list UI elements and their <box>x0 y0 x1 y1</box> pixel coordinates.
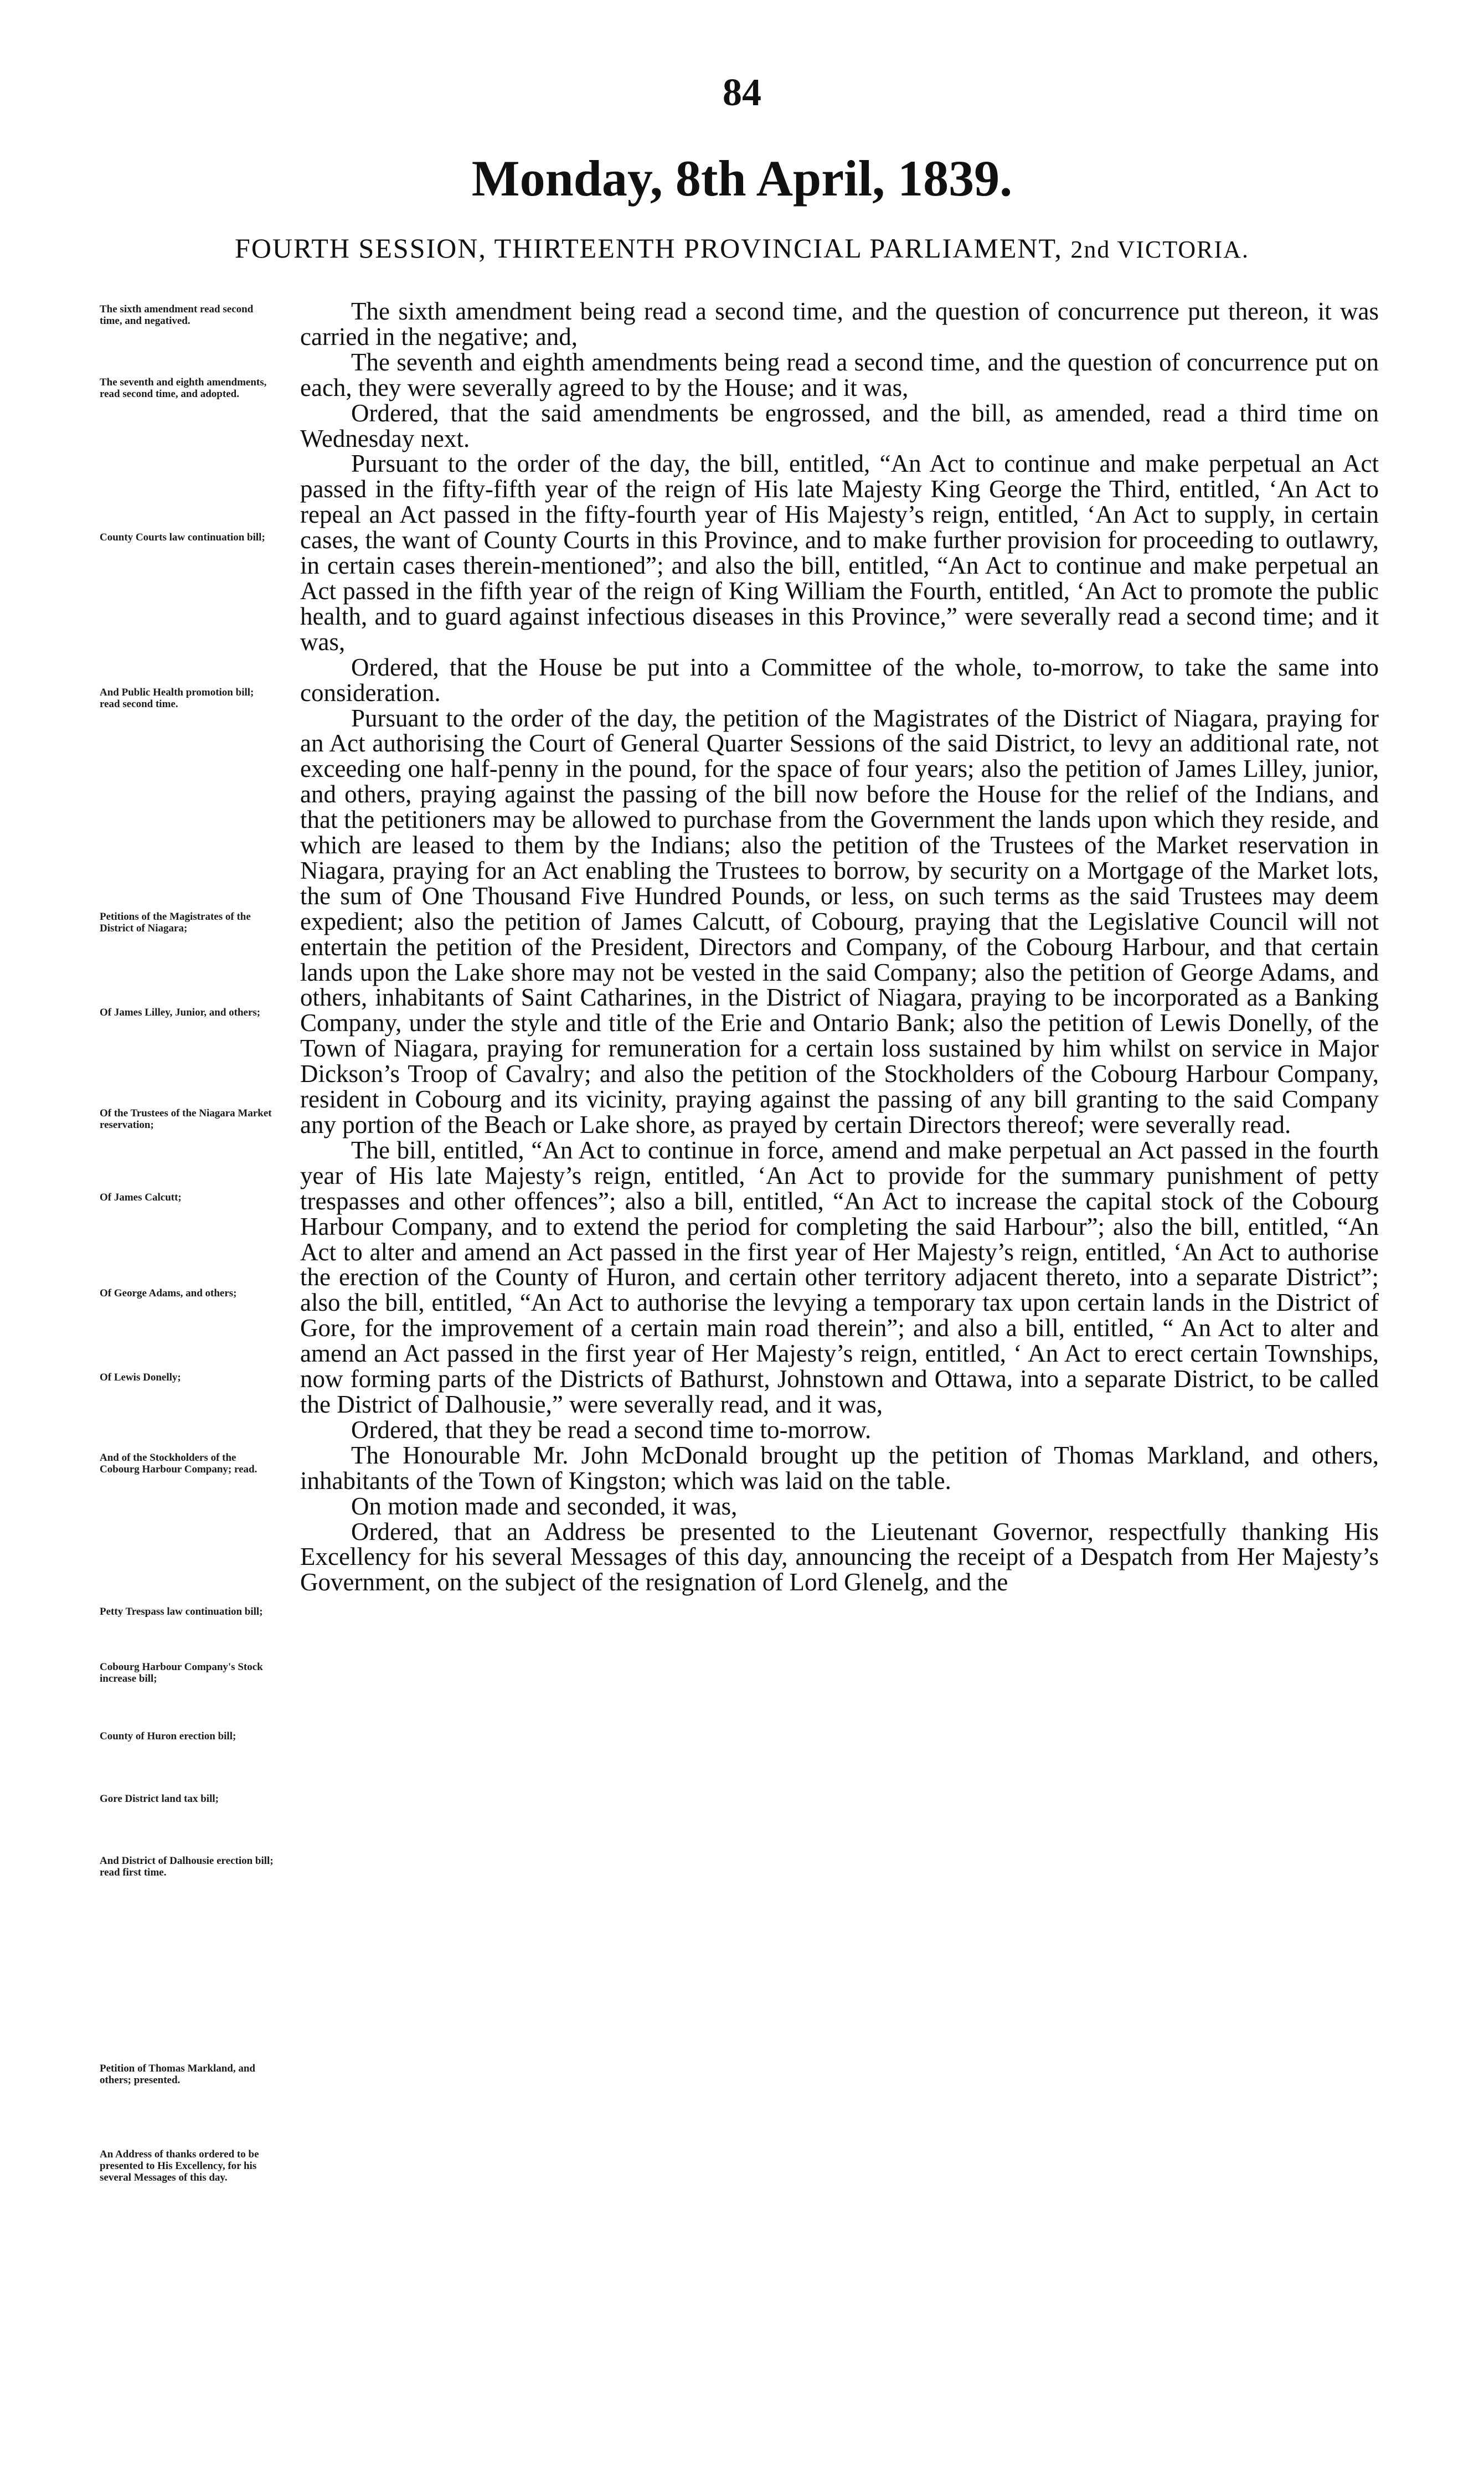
marginal-note: Of James Calcutt; <box>100 1192 182 1203</box>
marginal-note: Petty Trespass law continuation bill; <box>100 1606 263 1617</box>
paragraph: Ordered, that the said amendments be engrossed, and the bill, as amended, read a third time on Wednesday next. <box>300 399 1379 452</box>
session-regnal-year: 2nd VICTORIA. <box>1070 236 1249 263</box>
page-number: 84 <box>723 71 761 114</box>
marginal-note: Cobourg Harbour Company's Stock increase bill; <box>100 1661 263 1684</box>
marginal-note: The seventh and eighth amendments, read second time, and adopted. <box>100 377 267 400</box>
marginal-note: Of the Trustees of the Niagara Market reservation; <box>100 1107 272 1131</box>
marginal-note: Petitions of the Magistrates of the District of Niagara; <box>100 911 251 934</box>
paragraph: Ordered, that they be read a second time to-morrow. <box>351 1415 872 1444</box>
paragraph: The seventh and eighth amendments being read a second time, and the question of concurrence put on each, they were severally agreed to by the House; and it was, <box>300 348 1379 401</box>
paragraph: Pursuant to the order of the day, the bill, entitled, “An Act to continue and make perpetual an Act passed in the fifty-fifth year of the reign of His late Majesty King George the Third, entitled, ‘An Act to repeal an Act passed in the fifty-fourth year of His Majesty’s reign, entitled, ‘An Act to supply, in certain cases, the want of County Courts in this Province, and to make further provision for proceeding to outlawry, in certain cases therein-mentioned”; and also the bill, entitled, “An Act to continue and make perpetual an Act passed in the fifth year of the reign of King William the Fourth, entitled, ‘An Act to promote the public health, and to guard against infectious diseases in this Province,” were severally read a second time; and it was, <box>300 450 1379 656</box>
marginal-note: And of the Stockholders of the Cobourg Harbour Company; read. <box>100 1452 257 1475</box>
marginal-note: Of James Lilley, Junior, and others; <box>100 1007 261 1018</box>
marginal-note: Petition of Thomas Markland, and others; presented. <box>100 2063 255 2086</box>
paragraph: Ordered, that an Address be presented to the Lieutenant Governor, respectfully thanking His Excellency for his several Messages of this day, announcing the receipt of a Despatch from Her Majesty’s Government, on the subject of the resignation of Lord Glenelg, and the <box>300 1517 1379 1596</box>
paragraph: The Honourable Mr. John McDonald brought up the petition of Thomas Markland, and others, inhabitants of the Town of Kingston; which was laid on the table. <box>300 1441 1379 1495</box>
paragraph: Ordered, that the House be put into a Committee of the whole, to-morrow, to take the same into consideration. <box>300 653 1379 707</box>
marginal-note: And Public Health promotion bill; read second time. <box>100 687 254 710</box>
marginal-note: County of Huron erection bill; <box>100 1730 236 1742</box>
paragraph: The sixth amendment being read a second time, and the question of concurrence put thereon, it was carried in the negative; and, <box>300 297 1379 351</box>
marginal-note: The sixth amendment read second time, and negatived. <box>100 303 254 327</box>
date-heading: Monday, 8th April, 1839. <box>471 150 1013 207</box>
marginal-note: County Courts law continuation bill; <box>100 532 265 543</box>
paragraph: The bill, entitled, “An Act to continue in force, amend and make perpetual an Act passed in the fourth year of His late Majesty’s reign, entitled, ‘An Act to provide for the summary punishment of petty trespasses and other offences”; also a bill, entitled, “An Act to increase the capital stock of the Cobourg Harbour Company, and to extend the period for completing the said Harbour”; also the bill, entitled, “An Act to alter and amend an Act passed in the first year of Her Majesty’s reign, entitled, ‘An Act to authorise the erection of the County of Huron, and certain other territory adjacent thereto, into a separate District”; also the bill, entitled, “An Act to authorise the levying a temporary tax upon certain lands in the District of Gore, for the improvement of a certain main road therein”; and also a bill, entitled, “ An Act to alter and amend an Act passed in the first year of Her Majesty’s reign, entitled, ‘ An Act to erect certain Townships, now forming parts of the Districts of Bathurst, Johnstown and Ottawa, into a separate District, to be called the District of Dalhousie,” were severally read, and it was, <box>300 1136 1379 1418</box>
paragraph: On motion made and seconded, it was, <box>351 1492 738 1520</box>
marginal-note: And District of Dalhousie erection bill; read first time. <box>100 1855 274 1878</box>
session-title: FOURTH SESSION, THIRTEENTH PROVINCIAL PARLIAMENT, <box>235 233 1063 264</box>
marginal-note: Of Lewis Donelly; <box>100 1372 181 1383</box>
paragraph: Pursuant to the order of the day, the petition of the Magistrates of the District of Niagara, praying for an Act authorising the Court of General Quarter Sessions of the said District, to levy an additional rate, not exceeding one half-penny in the pound, for the space of four years; also the petition of James Lilley, junior, and others, praying against the passing of the bill now before the House for the relief of the Indians, and that the petitioners may be allowed to purchase from the Government the lands upon which they reside, and which are leased to them by the Indians; also the petition of the Trustees of the Market reservation in Niagara, praying for an Act enabling the Trustees to borrow, by security on a Mortgage of the Market lots, the sum of One Thousand Five Hundred Pounds, or less, on such terms as the said Trustees may deem expedient; also the petition of James Calcutt, of Cobourg, praying that the Legislative Council will not entertain the petition of the President, Directors and Company, of the Cobourg Harbour, and that certain lands upon the Lake shore may not be vested in the said Company; also the petition of George Adams, and others, inhabitants of Saint Catharines, in the District of Niagara, praying to be incorporated as a Banking Company, under the style and title of the Erie and Ontario Bank; also the petition of Lewis Donelly, of the Town of Niagara, praying for remuneration for a certain loss sustained by him whilst on service in Major Dickson’s Troop of Cavalry; and also the petition of the Stockholders of the Cobourg Harbour Company, resident in Cobourg and its vicinity, praying against the passing of any bill granting to the said Company any portion of the Beach or Lake shore, as prayed by certain Directors thereof; were severally read. <box>300 704 1379 1138</box>
marginal-note: Gore District land tax bill; <box>100 1793 219 1805</box>
proceedings-text <box>300 299 1379 1595</box>
marginal-note: Of George Adams, and others; <box>100 1287 237 1299</box>
session-heading <box>0 231 1484 266</box>
marginal-note: An Address of thanks ordered to be presented to His Excellency, for his several Messages of this day. <box>100 2149 259 2183</box>
